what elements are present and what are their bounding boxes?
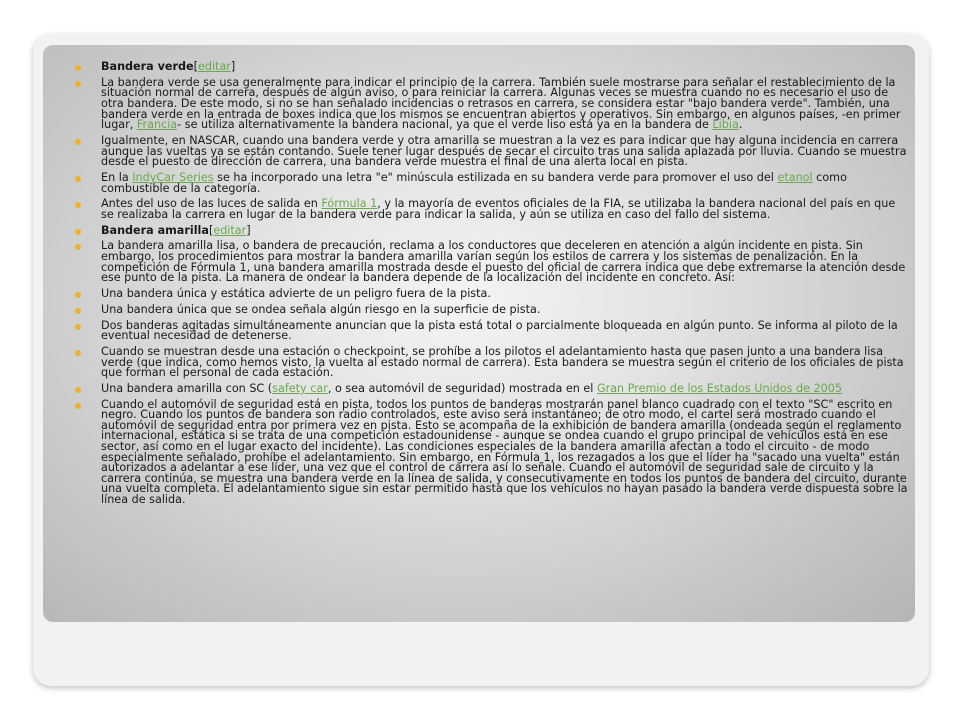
bullet-icon <box>75 202 81 208</box>
bullet-list <box>60 62 908 511</box>
section-title: Bandera amarilla <box>101 223 209 237</box>
list-item <box>60 318 908 343</box>
paragraph-text: Cuando se muestran desde una estación o checkpoint, se prohíbe a los pilotos el adelantamiento hasta que pasen junto a una bandera lisa verde (que indica, como hemos visto, la vuelta al estado normal de carrera). Esta bandera se muestra según el criterio de los oficiales de pista que forman el personal de cada estación. <box>101 344 904 380</box>
paragraph-text: . <box>738 118 743 132</box>
inline-link[interactable]: Gran Premio de los Estados Unidos de 2005 <box>596 381 842 395</box>
paragraph-text: La bandera amarilla lisa, o bandera de precaución, reclama a los conductores que deceleren en atención a algún incidente en pista. Sin embargo, los procedimientos para mostrar la bandera amarilla varían según los estilos de carrera y los sistemas de penalización. En la competición de Fórmula 1, una bandera amarilla mostrada desde el puesto del oficial de carrera indica que debe extremarse la atención desde ese punto de la pista. La manera de ondear la bandera depende de la localización del incidente en concreto. Así: <box>101 239 906 285</box>
paragraph-text: La bandera verde se usa generalmente para indicar el principio de la carrera. También suele mostrarse para señalar el restablecimiento de la situación normal de carrera, después de algún aviso, o para reiniciar la carrera. Algunas veces se muestra cuando no es necesario el uso de otra bandera. De este modo, si no se han señalado incidencias o retrasos en carrera, se considera estar "bajo bandera verde". También, una bandera verde en la entrada de boxes indica que los mismos se encuentran abiertos y operativos. Sin embargo, en algunos países, -en primer lugar, <box>101 75 901 132</box>
paragraph-text: , o sea automóvil de seguridad) mostrada en el <box>327 381 597 395</box>
paragraph-text: Cuando el automóvil de seguridad está en pista, todos los puntos de banderas mostrarán panel blanco cuadrado con el texto "SC" escrito en negro. Cuando los puntos de bandera son radio controlados, este aviso será instantáneo; de otro modo, el cartel será mostrado cuando el automóvil de seguridad entra por primera vez en pista. Esto se acompaña de la exhibición de bandera amarilla (ondeada según el reglamento internacional, estática si se trata de una competición estadounidense - aunque se ondea cuando el grupo principal de vehículos está en ese sector, así como en el lugar exacto del incidente). Las condiciones especiales de la bandera amarilla afectan a todo el circuito - de modo especialmente señalado, prohíbe el adelantamiento. Sin embargo, en Fórmula 1, los rezagados a los que el líder ha "sacado una vuelta" están autorizados a adelantar a ese líder, una vez que el control de carrera así lo señale. Cuando el automóvil de seguridad sale de circuito y la carrera continúa, se muestra una bandera verde en la línea de salida, y consecutivamente en todos los puntos de bandera del circuito, durante una vuelta completa. El adelantamiento sigue sin estar permitido hasta que los vehículos no hayan pasado la bandera verde dispuesta sobre la línea de salida. <box>101 397 908 507</box>
paragraph-text: Dos banderas agitadas simultáneamente anuncian que la pista está total o parcialmente bloqueada en algún punto. Se informa al piloto de la eventual necesidad de detenerse. <box>101 318 898 343</box>
paragraph-text: Una bandera única que se ondea señala algún riesgo en la superficie de pista. <box>101 302 541 316</box>
paragraph-text: Una bandera amarilla con SC ( <box>101 381 273 395</box>
paragraph-text: Igualmente, en NASCAR, cuando una bandera verde y otra amarilla se muestran a la vez es para indicar que hay alguna incidencia en carrera aunque las vueltas ya se están contando. Suele tener lugar después de secar el circuito tras una salida aplazada por lluvia. Cuando se muestra desde el puesto de dirección de carrera, una bandera verde muestra el final de una alerta local en pista. <box>101 133 907 169</box>
list-item <box>60 170 908 195</box>
list-item <box>60 344 908 380</box>
bullet-icon <box>75 324 81 330</box>
list-item <box>60 75 908 132</box>
paragraph-text: como combustible de la categoría. <box>101 170 847 195</box>
bullet-icon <box>75 176 81 182</box>
list-item <box>60 241 908 283</box>
paragraph-text: se ha incorporado una letra "e" minúscula estilizada en su bandera verde para promover el uso del <box>213 170 778 184</box>
section-heading: Bandera amarilla[editar] <box>60 226 908 237</box>
edit-link[interactable]: editar <box>213 223 247 237</box>
inline-link[interactable]: safety car <box>272 381 328 395</box>
list-item <box>60 199 908 220</box>
list-item <box>60 289 908 300</box>
inline-link[interactable]: IndyCar Series <box>132 170 214 184</box>
bullet-icon <box>75 229 81 235</box>
list-item <box>60 381 908 395</box>
bullet-icon <box>75 350 81 356</box>
edit-link[interactable]: editar <box>197 60 231 73</box>
list-item <box>60 133 908 169</box>
inline-link[interactable]: Francia <box>136 118 178 132</box>
paragraph-text: Antes del uso de las luces de salida en <box>101 197 322 211</box>
bullet-icon <box>75 403 81 409</box>
bullet-icon <box>75 81 81 87</box>
bullet-icon <box>75 139 81 145</box>
bullet-icon <box>75 292 81 298</box>
list-item <box>60 397 908 507</box>
inline-link[interactable]: etanol <box>777 170 813 184</box>
paragraph-text: - se utiliza alternativamente la bandera nacional, ya que el verde liso está ya en la bandera de <box>177 118 713 132</box>
paragraph-text: Una bandera única y estática advierte de un peligro fuera de la pista. <box>101 287 491 300</box>
paragraph-text: En la <box>101 170 133 184</box>
inline-link[interactable]: Libia <box>712 118 739 132</box>
bullet-icon <box>75 244 81 250</box>
section-title: Bandera verde <box>101 60 194 73</box>
inline-link[interactable]: Fórmula 1 <box>321 197 378 211</box>
list-item <box>60 302 908 316</box>
section-heading: Bandera verde[editar] <box>60 62 908 73</box>
bullet-icon <box>75 387 81 393</box>
paragraph-text: , y la mayoría de eventos oficiales de la FIA, se utilizaba la bandera nacional del país en que se realizaba la carrera en lugar de la bandera verde para indicar la salida, y aún se utiliza en caso del fallo del sistema. <box>101 197 896 221</box>
bullet-icon <box>75 308 81 314</box>
bullet-icon <box>75 65 81 71</box>
